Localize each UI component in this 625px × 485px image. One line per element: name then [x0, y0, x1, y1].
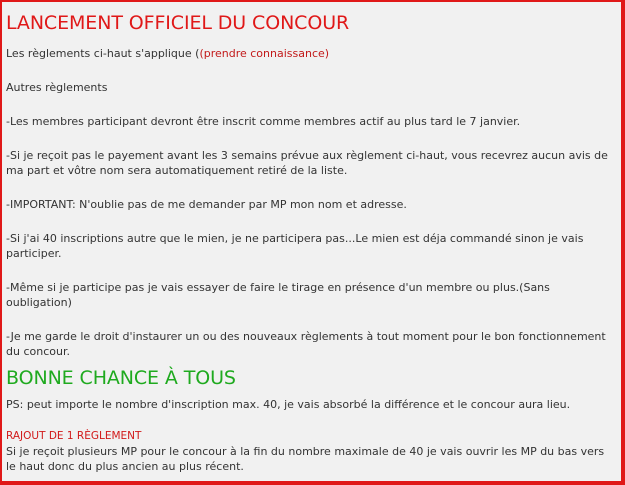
section-label: Autres règlements — [6, 81, 108, 94]
rule-item: -Si j'ai 40 inscriptions autre que le mien, je ne participera pas...Le mien est déja commandé sinon je vais participer. — [6, 232, 584, 260]
addendum-text: Si je reçoit plusieurs MP pour le concour à la fin du nombre maximale de 40 je vais ouvrir les MP du bas vers le haut donc du plus ancien au plus récent. — [6, 445, 605, 473]
intro-text: Les règlements ci-haut s'applique ( — [6, 47, 200, 60]
rule-item: -Les membres participant devront être inscrit comme membres actif au plus tard le 7 janvier. — [6, 115, 521, 128]
intro-line — [6, 46, 614, 61]
rule-item: -Même si je participe pas je vais essayer de faire le tirage en présence d'un membre ou plus.(Sans oubligation) — [6, 281, 550, 309]
rule-item: -Si je reçoit pas le payement avant les 3 semains prévue aux règlement ci-haut, vous recevrez aucun avis de ma part et vôtre nom sera automatiquement retiré de la liste. — [6, 149, 608, 177]
ps-note: PS: peut importe le nombre d'inscription max. 40, je vais absorbé la différence et le concour aura lieu. — [6, 398, 571, 411]
rules-link[interactable]: (prendre connaissance) — [199, 47, 330, 60]
rule-item: -Je me garde le droit d'instaurer un ou des nouveaux règlements à tout moment pour le bon fonctionnement du concour. — [6, 330, 606, 358]
good-luck-heading: BONNE CHANCE À TOUS — [6, 367, 236, 389]
post-title: LANCEMENT OFFICIEL DU CONCOUR — [6, 12, 350, 34]
addendum-title: RAJOUT DE 1 RÈGLEMENT — [6, 430, 142, 442]
rule-item: -IMPORTANT: N'oublie pas de me demander par MP mon nom et adresse. — [6, 198, 407, 211]
post-content — [6, 12, 614, 474]
